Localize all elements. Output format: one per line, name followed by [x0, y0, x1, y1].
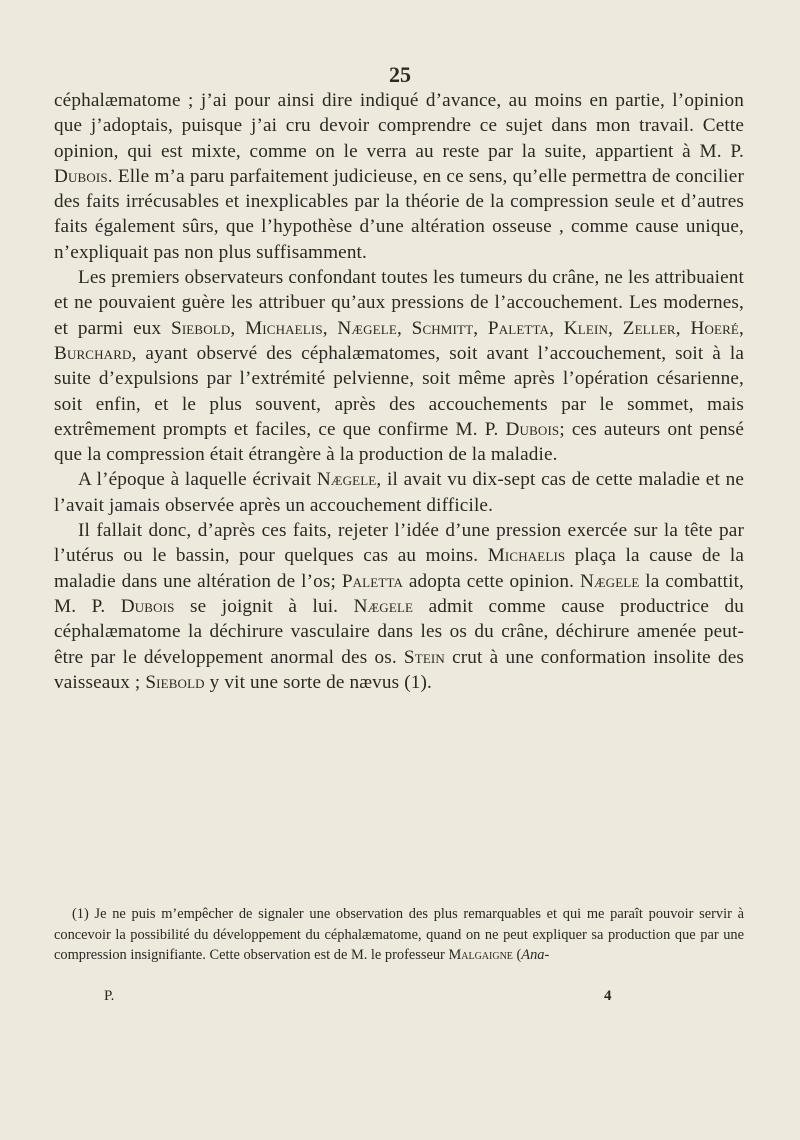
- author-name: Nægele: [337, 317, 397, 339]
- author-name: Dubois: [505, 418, 560, 440]
- author-name: Paletta: [487, 317, 550, 339]
- italic-text: Ana-: [521, 947, 550, 963]
- text-run: y vit une sorte de nævus (1).: [204, 671, 432, 693]
- text-run: ,: [739, 317, 744, 339]
- author-name: Siebold: [145, 671, 205, 693]
- author-name: Michaelis: [487, 545, 566, 567]
- sheet-number: 4: [604, 988, 612, 1004]
- author-name: Hoeré: [690, 317, 740, 339]
- body-text: [54, 88, 744, 695]
- author-name: Dubois: [54, 165, 108, 187]
- text-run: Les premiers observateurs confondant toutes les tumeurs du crâne, ne les attribuaient et ne pouvaient guère les attribuer qu’aux pressions de l’accouchement. Les modernes, et parmi eux: [54, 267, 744, 339]
- author-name: Burchard: [54, 342, 132, 364]
- text-run: plaça la cause de la maladie dans une altération de l’os;: [54, 545, 744, 592]
- footnote: [54, 904, 744, 966]
- text-run: (1) Je ne puis m’empêcher de signaler une observation des plus remarquables et qui me paraît pouvoir servir à concevoir la possibilité du développement du céphalæmatome, quand on ne peut expliquer sa production que par une compression insignifiante. Cette observation est de M. le professeur: [54, 906, 744, 963]
- text-run: (: [512, 947, 522, 963]
- paragraph-1: [54, 88, 744, 265]
- author-name: Siebold: [171, 317, 231, 339]
- paragraph-2: [54, 265, 744, 467]
- paragraph-3: [54, 467, 744, 518]
- text-run: , ayant observé des céphalæmatomes, soit avant l’accouchement, soit à la suite d’expulsions par l’extrémité pelvienne, soit même après l’opération césarienne, soit enfin, et le plus souvent, après des accouchements par le sommet, mais extrêmement prompts et faciles, ce que confirme M. P.: [54, 342, 744, 440]
- text-run: adopta cette opinion.: [403, 570, 580, 592]
- author-name: Michaelis: [245, 317, 323, 339]
- author-name: Malgaigne: [448, 947, 513, 963]
- text-run: admit comme cause productrice du céphalæmatome la déchirure vasculaire dans les os du crâne, déchirure amenée peut-être par le développement anormal des os.: [54, 595, 744, 668]
- text-run: se joignit à lui.: [174, 595, 354, 617]
- author-name: Nægele: [316, 469, 377, 491]
- text-run: ,: [675, 317, 691, 339]
- text-run: A l’époque à laquelle écrivait: [78, 469, 317, 491]
- page-number: 25: [389, 62, 411, 87]
- author-name: Nægele: [353, 595, 414, 617]
- signature-mark: P.: [104, 988, 115, 1004]
- paragraph-4: [54, 518, 744, 695]
- author-name: Klein: [563, 317, 609, 339]
- text-run: . Elle m’a paru parfaitement judicieuse, en ce sens, qu’elle permettra de concilier des faits irrécusables et inexplicables par la théorie de la compression seule et d’autres faits également sûrs, que l’hypothèse d’une altération osseuse , comme cause unique, n’expliquait pas non plus suffisamment.: [54, 165, 744, 263]
- author-name: Nægele: [579, 570, 640, 592]
- text-run: ; ces auteurs ont pensé que la compression était étrangère à la production de la maladie.: [54, 418, 744, 466]
- text-run: Il fallait donc, d’après ces faits, rejeter l’idée d’une pression exercée sur la tête par l’utérus ou le bassin, pour quelques cas au moins.: [54, 520, 744, 567]
- author-name: Dubois: [120, 595, 175, 617]
- text-run: ,: [608, 317, 623, 339]
- author-name: Stein: [403, 646, 445, 668]
- text-run: crut à une conformation insolite des vaisseaux ;: [54, 646, 744, 693]
- footnote-text: [54, 904, 744, 966]
- author-name: Zeller: [622, 317, 676, 339]
- author-name: Schmitt: [411, 317, 474, 339]
- text-run: ,: [396, 317, 412, 339]
- author-name: Paletta: [341, 570, 404, 592]
- text-run: céphalæmatome ; j’ai pour ainsi dire indiqué d’avance, au moins en partie, l’opinion que j’adoptais, puisque j’ai cru devoir comprendre ce sujet dans mon travail. Cette opinion, qui est mixte, comme on le verra au reste par la suite, appartient à M. P.: [54, 90, 744, 162]
- text-run: , il avait vu dix-sept cas de cette maladie et ne l’avait jamais observée après un accouchement difficile.: [54, 469, 744, 516]
- text-run: ,: [549, 317, 564, 339]
- text-run: ,: [230, 317, 246, 339]
- text-run: ,: [322, 317, 338, 339]
- text-run: ,: [473, 317, 488, 339]
- text-run: la combattit, M. P.: [54, 570, 745, 617]
